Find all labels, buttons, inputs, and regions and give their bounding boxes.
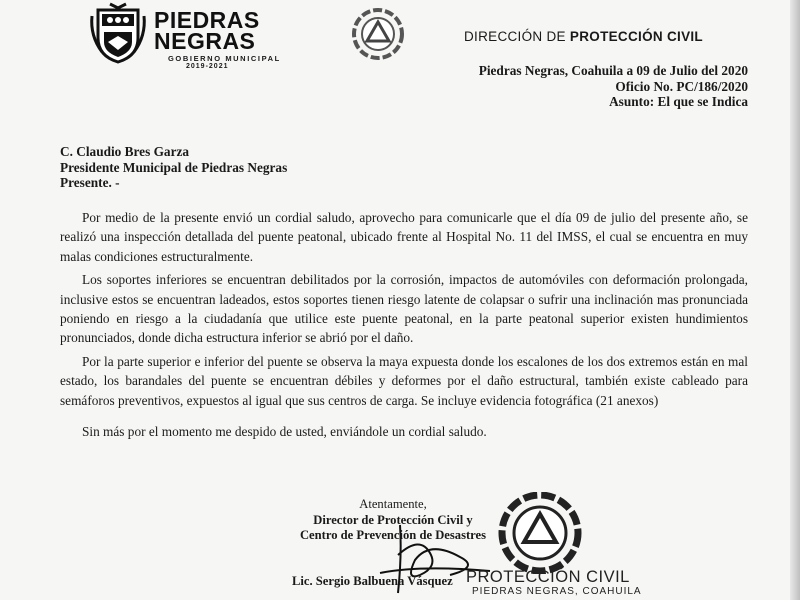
signature-salutation: Atentamente, (359, 497, 427, 511)
page-edge-shadow (790, 0, 800, 600)
signature-position: Director de Protección Civil y (313, 512, 473, 527)
subject-line: Asunto: El que se Indica (609, 94, 748, 109)
department-name: PROTECCIÓN CIVIL (569, 29, 703, 44)
brand-line-2: NEGRAS (154, 28, 256, 54)
brand-line-3: GOBIERNO MUNICIPAL (168, 54, 281, 63)
place-date: Piedras Negras, Coahuila a 09 de Julio del 2020 (478, 63, 748, 78)
stamp-line-1: PROTECCIÓN CIVIL (466, 568, 630, 586)
municipal-brand (154, 7, 281, 70)
brand-line-4: 2019-2021 (186, 63, 229, 70)
office-number: Oficio No. PC/186/2020 (615, 78, 748, 94)
addressee-greeting: Presente. - (60, 175, 120, 190)
department-prefix: DIRECCIÓN DE (464, 29, 566, 44)
body-paragraph-1: Por medio de la presente envió un cordial saludo, aprovecho para comunicarle que el día 09 de julio del presente año, se realizó una inspección detallada del puente peatonal, ubicado frente al Hospital No. 11 del IMSS, el cual se encuentra en muy malas condiciones estructuralmente. (60, 210, 748, 264)
closing-paragraph: Sin más por el momento me despido de usted, enviándole un cordial saludo. (82, 424, 487, 440)
civil-protection-emblem-icon (352, 8, 404, 60)
stamp-line-2: PIEDRAS NEGRAS, COAHUILA (472, 586, 642, 597)
stamp-emblem-icon (490, 492, 590, 574)
signatory-name: Lic. Sergio Balbuena Vásquez (292, 574, 453, 588)
addressee-block (60, 144, 287, 191)
addressee-name: C. Claudio Bres Garza (60, 144, 190, 159)
body-paragraph-2: Los soportes inferiores se encuentran debilitados por la corrosión, impactos de automóviles con deformación prolongada, inclusive estos se encuentran ladeados, estos soportes tienen riesgo latente de colapsar o sufrir una inclinación mas pronunciada poniendo en riesgo a la ciudadanía que utilice este puente peatonal, en la parte peatonal superior existen hundimientos pronunciados, donde dicha estructura inferior se abrió por el daño. (60, 272, 748, 346)
brand-line-1: PIEDRAS (154, 7, 260, 33)
municipal-crest-icon (88, 2, 148, 64)
department-heading (464, 29, 703, 44)
body-paragraph-3: Por la parte superior e inferior del puente se observa la maya expuesta donde los escalones de los dos extremos están en mal estado, los barandales del puente se encuentran débiles y deformes por el daño estructural, también existe cableado para semáforos preventivos, expuestos al igual que sus centros de carga. Se incluye evidencia fotográfica (21 anexos) (60, 353, 748, 408)
addressee-title: Presidente Municipal de Piedras Negras (60, 159, 288, 175)
letter-references (479, 63, 748, 110)
signature-center: Centro de Prevención de Desastres (299, 528, 487, 542)
letter-body (60, 208, 748, 445)
